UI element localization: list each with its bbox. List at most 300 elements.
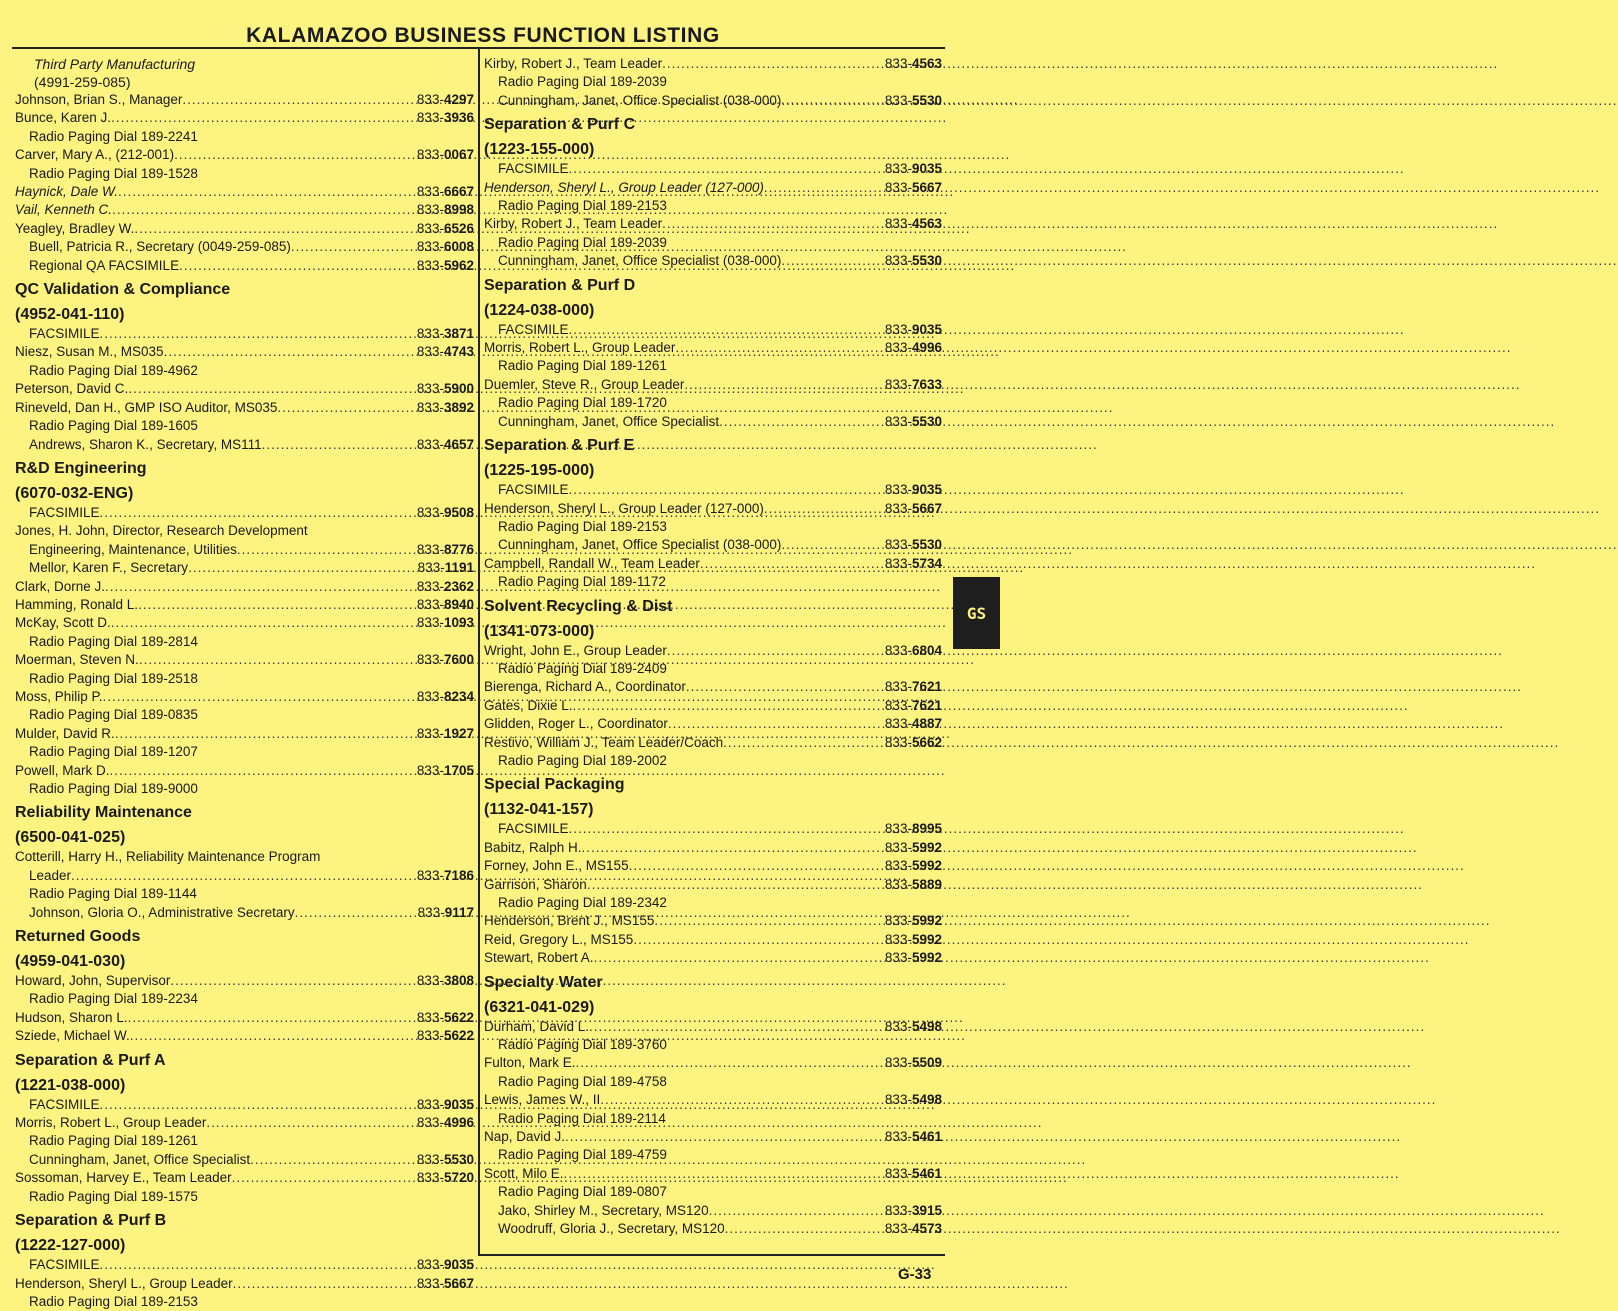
entry-name: FACSIMILE	[29, 1257, 100, 1273]
dot-leader	[100, 1256, 417, 1274]
entry-name: McKay, Scott D.	[15, 615, 111, 631]
entry-name: Cunningham, Janet, Office Specialist (038-000)	[498, 537, 782, 553]
directory-entry	[484, 912, 942, 930]
dot-leader	[684, 376, 885, 394]
directory-entry	[484, 1165, 942, 1183]
phone-prefix: 833-	[416, 762, 444, 778]
phone-extension: 4297	[443, 92, 474, 107]
entry-name: Henderson, Sheryl L., Group Leader (127-000)	[484, 179, 764, 195]
entry-phone	[417, 762, 474, 780]
entry-note: Radio Paging Dial 189-2409	[498, 660, 667, 676]
phone-prefix: 833-	[884, 1129, 912, 1145]
phone-prefix: 833-	[416, 184, 444, 200]
entry-note: Jones, H. John, Director, Research Development	[15, 523, 308, 539]
entry-phone	[417, 183, 474, 201]
entry-phone	[885, 876, 942, 894]
section-code: (4991-259-085)	[34, 74, 131, 90]
directory-entry	[484, 92, 942, 110]
directory-entry	[484, 252, 942, 270]
directory-entry	[484, 179, 942, 197]
entry-name: Moerman, Steven N.	[15, 652, 139, 668]
entry-phone	[885, 642, 942, 660]
phone-extension: 3808	[443, 973, 474, 989]
phone-extension: 3892	[443, 399, 474, 415]
phone-prefix: 833-	[884, 876, 912, 892]
entry-phone	[417, 688, 474, 706]
entry-phone	[885, 481, 942, 499]
entry-note: Radio Paging Dial 189-2153	[498, 518, 667, 534]
entry-name: Cunningham, Janet, Office Specialist (038-000)	[498, 92, 782, 108]
dot-leader	[723, 734, 885, 752]
directory-entry	[15, 399, 474, 417]
directory-entry	[484, 931, 942, 949]
dot-leader	[237, 541, 417, 559]
section-heading: QC Validation & Compliance	[15, 281, 231, 299]
entry-name: Rineveld, Dan H., GMP ISO Auditor, MS035	[15, 399, 278, 415]
directory-entry	[15, 1169, 474, 1187]
phone-prefix: 833-	[416, 220, 444, 236]
directory-entry	[484, 215, 942, 233]
directory-entry	[15, 578, 474, 596]
dot-leader	[138, 596, 417, 614]
directory-entry	[484, 1202, 942, 1220]
phone-prefix: 833-	[884, 839, 912, 855]
directory-entry	[484, 697, 942, 715]
directory-entry	[15, 1027, 474, 1045]
entry-phone	[885, 252, 942, 270]
phone-extension: 6008	[443, 239, 474, 255]
entry-name: Woodruff, Gloria J., Secretary, MS120	[498, 1221, 725, 1237]
entry-phone	[885, 536, 942, 554]
section-heading: R&D Engineering	[15, 459, 147, 477]
entry-name: Regional QA FACSIMILE	[29, 257, 180, 273]
dot-leader	[100, 325, 417, 343]
phone-prefix: 833-	[416, 399, 444, 415]
phone-prefix: 833-	[416, 688, 444, 704]
phone-extension: 5509	[911, 1055, 942, 1071]
phone-prefix: 833-	[416, 578, 444, 594]
page-title: KALAMAZOO BUSINESS FUNCTION LISTING	[246, 24, 720, 47]
entry-name: Morris, Robert L., Group Leader	[484, 340, 676, 356]
directory-entry	[15, 688, 474, 706]
entry-name: Kirby, Robert J., Team Leader	[484, 56, 663, 71]
phone-extension: 3915	[911, 1202, 942, 1218]
phone-prefix: 833-	[416, 1115, 444, 1131]
phone-extension: 6667	[443, 184, 474, 200]
phone-extension: 5530	[443, 1151, 474, 1167]
listing-section	[484, 775, 942, 967]
phone-extension: 5461	[911, 1165, 942, 1181]
phone-extension: 5667	[443, 1275, 474, 1291]
entry-name: Hudson, Sharon L.	[15, 1009, 128, 1025]
entry-name: Niesz, Susan M., MS035	[15, 344, 164, 360]
phone-prefix: 833-	[884, 931, 912, 947]
entry-name: Jako, Shirley M., Secretary, MS120	[498, 1202, 709, 1218]
dot-leader	[262, 436, 417, 454]
phone-prefix: 833-	[416, 110, 444, 126]
phone-extension: 5889	[911, 876, 942, 892]
entry-note: Radio Paging Dial 189-2518	[29, 670, 198, 686]
entry-name: Haynick, Dale W.	[15, 184, 119, 200]
phone-prefix: 833-	[416, 257, 444, 273]
section-heading: Separation & Purf A	[15, 1051, 166, 1069]
phone-extension: 9035	[911, 321, 942, 337]
entry-phone	[885, 500, 942, 518]
entry-phone	[417, 1009, 474, 1027]
entry-name: Wright, John E., Group Leader	[484, 642, 667, 658]
entry-phone	[417, 109, 474, 127]
dot-leader	[130, 1027, 417, 1045]
phone-prefix: 833-	[884, 1018, 912, 1034]
phone-extension: 3936	[443, 110, 474, 126]
dot-leader	[71, 867, 417, 885]
entry-note: Radio Paging Dial 189-3760	[498, 1037, 667, 1053]
entry-phone	[885, 912, 942, 930]
entry-name: Sossoman, Harvey E., Team Leader	[15, 1170, 232, 1186]
entry-phone	[417, 436, 474, 454]
directory-entry	[484, 876, 942, 894]
entry-name: Duemler, Steve R., Group Leader	[484, 376, 685, 392]
phone-extension: 1093	[443, 615, 474, 631]
phone-extension: 4563	[911, 216, 942, 232]
phone-extension: 4563	[911, 56, 942, 71]
entry-name: Forney, John E., MS155	[484, 858, 629, 874]
entry-phone	[417, 238, 474, 256]
phone-prefix: 833-	[884, 1165, 912, 1181]
dot-leader	[781, 252, 885, 270]
phone-extension: 8776	[443, 541, 474, 557]
section-code: (6321-041-029)	[484, 998, 595, 1016]
entry-note: Radio Paging Dial 189-1605	[29, 418, 198, 434]
entry-note: Radio Paging Dial 189-2814	[29, 633, 198, 649]
entry-phone	[885, 857, 942, 875]
dot-leader	[587, 876, 885, 894]
entry-phone	[417, 867, 474, 885]
entry-name: Engineering, Maintenance, Utilities	[29, 541, 237, 557]
section-code: (1222-127-000)	[15, 1237, 126, 1255]
entry-name: Cunningham, Janet, Office Specialist	[498, 413, 720, 429]
phone-prefix: 833-	[416, 1257, 444, 1273]
dot-leader	[182, 91, 417, 109]
phone-extension: 5992	[911, 950, 942, 966]
entry-name: Bunce, Karen J.	[15, 110, 112, 126]
entry-phone	[418, 904, 474, 922]
directory-entry	[15, 504, 474, 522]
phone-prefix: 833-	[416, 1151, 444, 1167]
phone-extension: 5530	[911, 537, 942, 553]
directory-entry	[15, 867, 474, 885]
listing-section	[15, 803, 474, 922]
entry-name: Johnson, Brian S., Manager	[15, 92, 183, 107]
phone-extension: 6804	[911, 642, 942, 658]
entry-phone	[417, 614, 474, 632]
phone-prefix: 833-	[884, 716, 912, 732]
phone-prefix: 833-	[884, 376, 912, 392]
phone-prefix: 833-	[884, 56, 912, 71]
dot-leader	[589, 1018, 885, 1036]
section-subheading: Third Party Manufacturing	[34, 56, 196, 72]
phone-extension: 5992	[911, 858, 942, 874]
entry-note: Radio Paging Dial 189-1528	[29, 165, 198, 181]
phone-prefix: 833-	[416, 541, 444, 557]
phone-extension: 9117	[444, 904, 474, 920]
entry-phone	[417, 1169, 474, 1187]
phone-prefix: 833-	[884, 179, 912, 195]
phone-extension: 4996	[443, 1115, 474, 1131]
entry-phone	[885, 715, 942, 733]
entry-phone	[417, 541, 474, 559]
entry-name: Bierenga, Richard A., Coordinator	[484, 679, 686, 695]
directory-entry	[15, 325, 474, 343]
phone-prefix: 833-	[416, 344, 444, 360]
entry-name: Cunningham, Janet, Office Specialist	[29, 1151, 251, 1167]
directory-entry	[15, 257, 474, 275]
phone-extension: 5962	[443, 257, 474, 273]
directory-entry	[15, 1114, 474, 1132]
entry-name: Stewart, Robert A.	[484, 950, 594, 966]
phone-extension: 5992	[911, 931, 942, 947]
directory-entry	[15, 559, 474, 577]
directory-entry	[15, 436, 474, 454]
phone-prefix: 833-	[416, 239, 444, 255]
dot-leader	[174, 146, 417, 164]
directory-entry	[484, 949, 942, 967]
entry-note: Radio Paging Dial 189-4758	[498, 1073, 667, 1089]
section-tab[interactable]: GS	[953, 577, 1000, 649]
phone-extension: 2362	[443, 578, 474, 594]
listing-section	[15, 1051, 474, 1206]
entry-name: Moss, Philip P.	[15, 688, 103, 704]
phone-extension: 1927	[443, 725, 474, 741]
section-code: (1223-155-000)	[484, 141, 595, 159]
section-code: (1224-038-000)	[484, 301, 595, 319]
listing-section	[484, 436, 942, 591]
phone-prefix: 833-	[884, 1055, 912, 1071]
entry-name: FACSIMILE	[498, 482, 569, 498]
dot-leader	[111, 109, 417, 127]
dot-leader	[170, 972, 417, 990]
entry-name: Reid, Gregory L., MS155	[484, 931, 634, 947]
entry-note: Radio Paging Dial 189-1261	[29, 1133, 198, 1149]
phone-prefix: 833-	[416, 1275, 444, 1291]
entry-phone	[885, 339, 942, 357]
bottom-rule	[478, 1254, 945, 1256]
listing-section	[15, 55, 474, 275]
phone-prefix: 833-	[884, 1221, 912, 1237]
dot-leader	[569, 481, 885, 499]
section-code: (4952-041-110)	[15, 306, 125, 324]
dot-leader	[686, 678, 885, 696]
entry-note: Radio Paging Dial 189-0807	[498, 1184, 667, 1200]
entry-phone	[417, 380, 474, 398]
dot-leader	[700, 555, 885, 573]
directory-entry	[484, 413, 942, 431]
phone-prefix: 833-	[884, 913, 912, 929]
dot-leader	[662, 55, 885, 73]
dot-leader	[709, 1202, 885, 1220]
phone-prefix: 833-	[416, 326, 444, 342]
phone-prefix: 833-	[884, 500, 912, 516]
phone-prefix: 833-	[416, 381, 444, 397]
phone-prefix: 833-	[417, 904, 445, 920]
phone-extension: 9508	[443, 504, 474, 520]
phone-extension: 5622	[443, 1028, 474, 1044]
entry-name: FACSIMILE	[29, 1096, 100, 1112]
entry-phone	[417, 651, 474, 669]
entry-name: Babitz, Ralph H.	[484, 839, 582, 855]
section-code: (1132-041-157)	[484, 801, 594, 819]
entry-note: Radio Paging Dial 189-2241	[29, 128, 198, 144]
phone-extension: 4887	[911, 716, 942, 732]
directory-entry	[484, 1018, 942, 1036]
directory-entry	[15, 614, 474, 632]
directory-entry	[15, 238, 474, 256]
entry-name: Henderson, Sheryl L., Group Leader (127-000)	[484, 500, 764, 516]
listing-section	[484, 115, 942, 270]
entry-name: Vail, Kenneth C.	[15, 202, 113, 218]
entry-phone	[885, 678, 942, 696]
entry-name: Powell, Mark D.	[15, 762, 110, 778]
entry-phone	[885, 1165, 942, 1183]
dot-leader	[111, 614, 417, 632]
phone-extension: 9035	[443, 1257, 474, 1273]
entry-phone	[417, 399, 474, 417]
directory-entry	[15, 1009, 474, 1027]
directory-entry	[484, 160, 942, 178]
phone-extension: 5900	[443, 381, 474, 397]
phone-extension: 5530	[911, 413, 942, 429]
phone-extension: 5461	[911, 1129, 942, 1145]
phone-extension: 7633	[911, 376, 942, 392]
directory-entry	[484, 500, 942, 518]
directory-entry	[484, 555, 942, 573]
directory-entry	[484, 678, 942, 696]
directory-entry	[484, 857, 942, 875]
dot-leader	[582, 839, 885, 857]
phone-prefix: 833-	[884, 697, 912, 713]
entry-name: Campbell, Randall W., Team Leader	[484, 555, 700, 571]
directory-entry	[484, 339, 942, 357]
directory-entry	[15, 972, 474, 990]
phone-prefix: 833-	[884, 858, 912, 874]
entry-name: Andrews, Sharon K., Secretary, MS111	[29, 436, 262, 452]
directory-entry	[484, 55, 942, 73]
dot-leader	[110, 762, 417, 780]
section-code: (6070-032-ENG)	[15, 484, 134, 502]
phone-extension: 7621	[911, 679, 942, 695]
section-code: (4959-041-030)	[15, 953, 126, 971]
section-code: (1221-038-000)	[15, 1076, 126, 1094]
entry-phone	[885, 1018, 942, 1036]
entry-name: Howard, John, Supervisor	[15, 973, 171, 989]
entry-note: Radio Paging Dial 189-4962	[29, 362, 198, 378]
directory-entry	[484, 839, 942, 857]
phone-extension: 9035	[911, 161, 942, 177]
section-heading: Reliability Maintenance	[15, 804, 192, 822]
phone-extension: 1705	[443, 762, 474, 778]
entry-name: Johnson, Gloria O., Administrative Secretary	[29, 904, 295, 920]
entry-name: Hamming, Ronald L.	[15, 596, 139, 612]
directory-entry	[484, 734, 942, 752]
section-heading: Solvent Recycling & Dist	[484, 597, 673, 615]
dot-leader	[105, 578, 417, 596]
entry-note: Cotterill, Harry H., Reliability Maintenance Program	[15, 849, 321, 865]
dot-leader	[719, 413, 885, 431]
entry-phone	[885, 321, 942, 339]
phone-extension: 9035	[443, 1096, 474, 1112]
entry-note: Radio Paging Dial 189-2039	[498, 234, 667, 250]
dot-leader	[675, 339, 885, 357]
directory-entry	[15, 1151, 474, 1169]
directory-entry	[15, 1256, 474, 1274]
entry-phone	[417, 1256, 474, 1274]
phone-extension: 5498	[911, 1092, 942, 1108]
section-heading: Special Packaging	[484, 776, 625, 794]
listing-section	[484, 276, 942, 431]
directory-entry	[15, 201, 474, 219]
phone-prefix: 833-	[884, 340, 912, 356]
dot-leader	[206, 1114, 417, 1132]
entry-name: Nap, David J.	[484, 1129, 566, 1145]
dot-leader	[667, 642, 885, 660]
entry-phone	[885, 215, 942, 233]
directory-entry	[15, 380, 474, 398]
dot-leader	[781, 92, 885, 110]
dot-leader	[565, 1128, 885, 1146]
phone-prefix: 833-	[416, 615, 444, 631]
phone-prefix: 833-	[884, 642, 912, 658]
entry-phone	[885, 1054, 942, 1072]
listing-section	[15, 1211, 474, 1311]
phone-prefix: 833-	[884, 216, 912, 232]
entry-phone	[417, 1027, 474, 1045]
phone-extension: 5720	[443, 1170, 474, 1186]
entry-note: Radio Paging Dial 189-2002	[498, 752, 667, 768]
phone-extension: 5498	[911, 1018, 942, 1034]
dot-leader	[573, 697, 885, 715]
entry-phone	[417, 1114, 474, 1132]
section-heading: Separation & Purf C	[484, 116, 636, 134]
section-heading: Specialty Water	[484, 973, 603, 991]
right-column	[484, 55, 942, 1239]
entry-name: Clark, Dorne J.	[15, 578, 106, 594]
entry-note: Radio Paging Dial 189-1720	[498, 395, 667, 411]
entry-name: Henderson, Sheryl L., Group Leader	[15, 1275, 233, 1291]
dot-leader	[118, 183, 417, 201]
listing-section	[15, 280, 474, 454]
phone-prefix: 833-	[416, 867, 444, 883]
entry-phone	[417, 578, 474, 596]
dot-leader	[569, 321, 885, 339]
directory-entry	[15, 146, 474, 164]
entry-phone	[885, 179, 942, 197]
entry-note: Radio Paging Dial 189-1207	[29, 744, 198, 760]
dot-leader	[233, 1275, 417, 1293]
dot-leader	[594, 949, 885, 967]
phone-extension: 3871	[443, 326, 474, 342]
page-number: G-33	[898, 1266, 932, 1283]
entry-note: Radio Paging Dial 189-1575	[29, 1188, 198, 1204]
entry-name: Peterson, David C.	[15, 381, 129, 397]
entry-phone	[885, 1220, 942, 1238]
entry-phone	[417, 220, 474, 238]
phone-prefix: 833-	[884, 555, 912, 571]
dot-leader	[100, 1096, 417, 1114]
entry-note: Radio Paging Dial 189-2342	[498, 895, 667, 910]
section-heading: Separation & Purf D	[484, 276, 636, 294]
phone-extension: 7186	[443, 867, 474, 883]
entry-name: Mellor, Karen F., Secretary	[29, 560, 189, 576]
